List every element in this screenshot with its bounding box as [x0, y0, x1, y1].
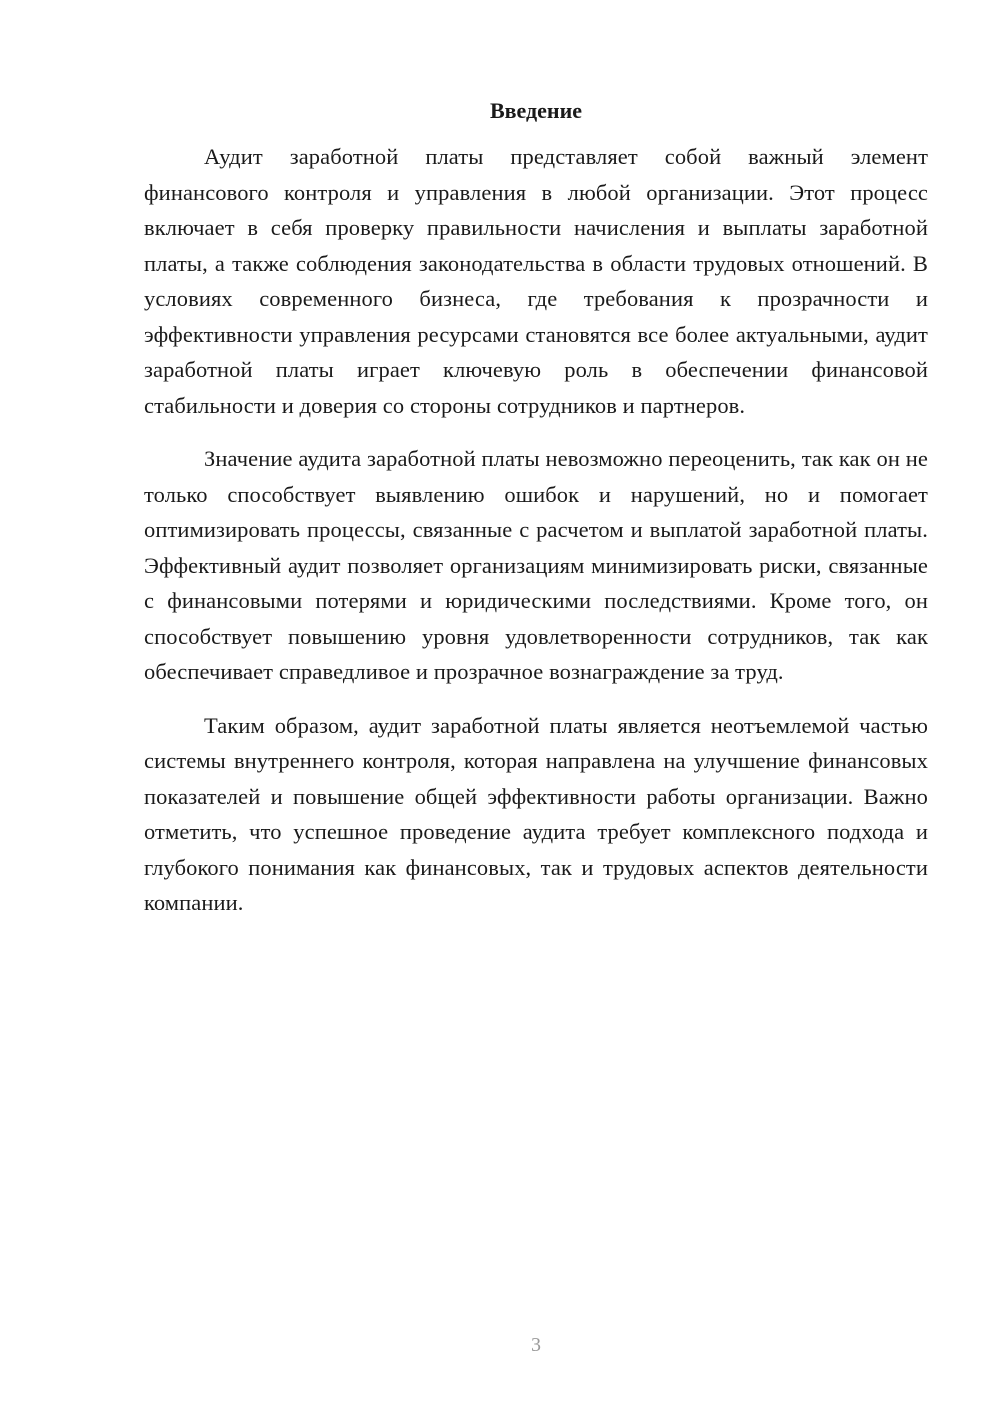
paragraph-2: Значение аудита заработной платы невозможно переоценить, так как он не только способствует выявлению ошибок и нарушений, но и помогает оптимизировать процессы, связанные с расчетом и выплатой заработной платы. Эффективный аудит позволяет организациям минимизировать риски, связанные с финансовыми потерями и юридическими последствиями. Кроме того, он способствует повышению уровня удовлетворенности сотрудников, так как обеспечивает справедливое и прозрачное вознаграждение за труд. — [144, 446, 928, 684]
paragraph-3: Таким образом, аудит заработной платы является неотъемлемой частью системы внутреннего контроля, которая направлена на улучшение финансовых показателей и повышение общей эффективности работы организации. Важно отметить, что успешное проведение аудита требует комплексного подхода и глубокого понимания как финансовых, так и трудовых аспектов деятельности компании. — [144, 712, 928, 915]
page-content — [144, 96, 928, 939]
page-number: 3 — [531, 1334, 541, 1356]
paragraph-1: Аудит заработной платы представляет собой важный элемент финансового контроля и управления в любой организации. Этот процесс включает в себя проверку правильности начисления и выплаты заработной платы, а также соблюдения законодательства в области трудовых отношений. В условиях современного бизнеса, где требования к прозрачности и эффективности управления ресурсами становятся все более актуальными, аудит заработной платы играет ключевую роль в обеспечении финансовой стабильности и доверия со стороны сотрудников и партнеров. — [144, 144, 928, 418]
section-heading: Введение — [489, 98, 583, 123]
